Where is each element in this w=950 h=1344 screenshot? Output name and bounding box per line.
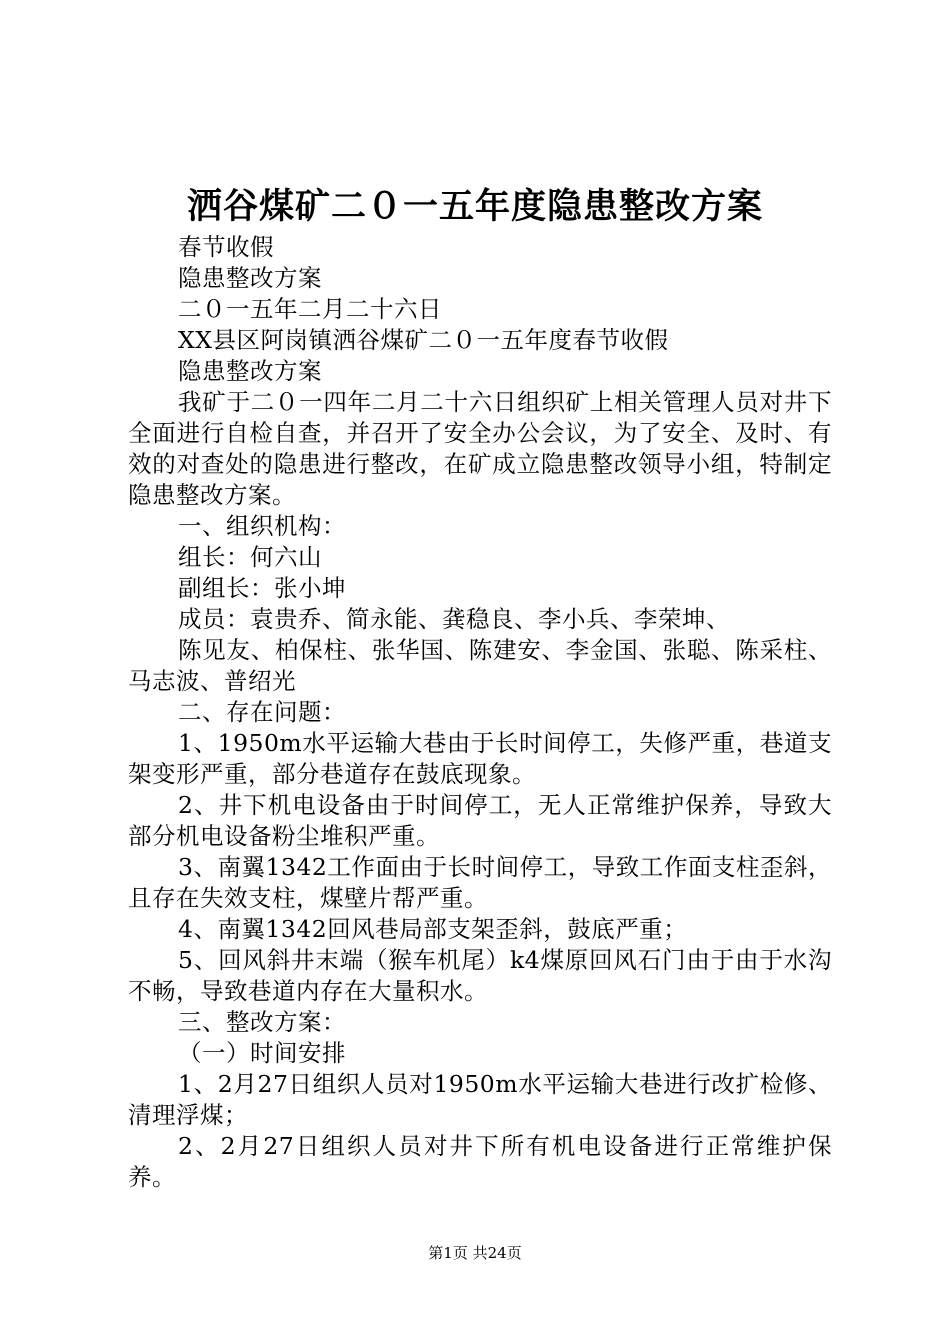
paragraph: 二０一五年二月二十六日 bbox=[178, 295, 442, 323]
section-heading: 一、组织机构： bbox=[178, 512, 346, 540]
section-heading: 二、存在问题： bbox=[178, 698, 346, 726]
list-item: 3、南翼1342工作面由于长时间停工，导致工作面支柱歪斜，且存在失效支柱，煤壁片帮严重。 bbox=[128, 853, 832, 912]
paragraph: 我矿于二０一四年二月二十六日组织矿上相关管理人员对井下全面进行自检自查，并召开了安全办公会议，为了安全、及时、有效的对查处的隐患进行整改，在矿成立隐患整改领导小组，特制定隐患整改方案。 bbox=[128, 388, 832, 509]
list-item: 5、回风斜井末端（猴车机尾）k4煤原回风石门由于由于水沟不畅，导致巷道内存在大量积水。 bbox=[128, 946, 832, 1005]
paragraph: 副组长：张小坤 bbox=[178, 574, 346, 602]
list-item: 2、2月27日组织人员对井下所有机电设备进行正常维护保养。 bbox=[128, 1132, 832, 1191]
document-title: 洒谷煤矿二０一五年度隐患整改方案 bbox=[186, 186, 763, 227]
paragraph: XX县区阿岗镇洒谷煤矿二０一五年度春节收假 bbox=[178, 326, 669, 354]
paragraph: 春节收假 bbox=[178, 233, 274, 261]
subsection-heading: （一）时间安排 bbox=[178, 1039, 346, 1067]
paragraph: 陈见友、柏保柱、张华国、陈建安、李金国、张聪、陈采柱、马志波、普绍光 bbox=[128, 636, 832, 695]
paragraph: 成员：袁贵乔、简永能、龚稳良、李小兵、李荣坤、 bbox=[178, 605, 730, 633]
list-item: 2、井下机电设备由于时间停工，无人正常维护保养，导致大部分机电设备粉尘堆积严重。 bbox=[128, 791, 832, 850]
paragraph: 隐患整改方案 bbox=[178, 357, 322, 385]
document-body bbox=[128, 232, 832, 1193]
section-heading: 三、整改方案： bbox=[178, 1008, 346, 1036]
page-number: 第1页 共24页 bbox=[428, 1244, 522, 1262]
paragraph: 隐患整改方案 bbox=[178, 264, 322, 292]
list-item: 1、2月27日组织人员对1950m水平运输大巷进行改扩检修、清理浮煤； bbox=[128, 1070, 832, 1129]
list-item: 4、南翼1342回风巷局部支架歪斜，鼓底严重； bbox=[178, 915, 688, 943]
list-item: 1、1950m水平运输大巷由于长时间停工，失修严重，巷道支架变形严重，部分巷道存在鼓底现象。 bbox=[128, 729, 832, 788]
paragraph: 组长：何六山 bbox=[178, 543, 322, 571]
